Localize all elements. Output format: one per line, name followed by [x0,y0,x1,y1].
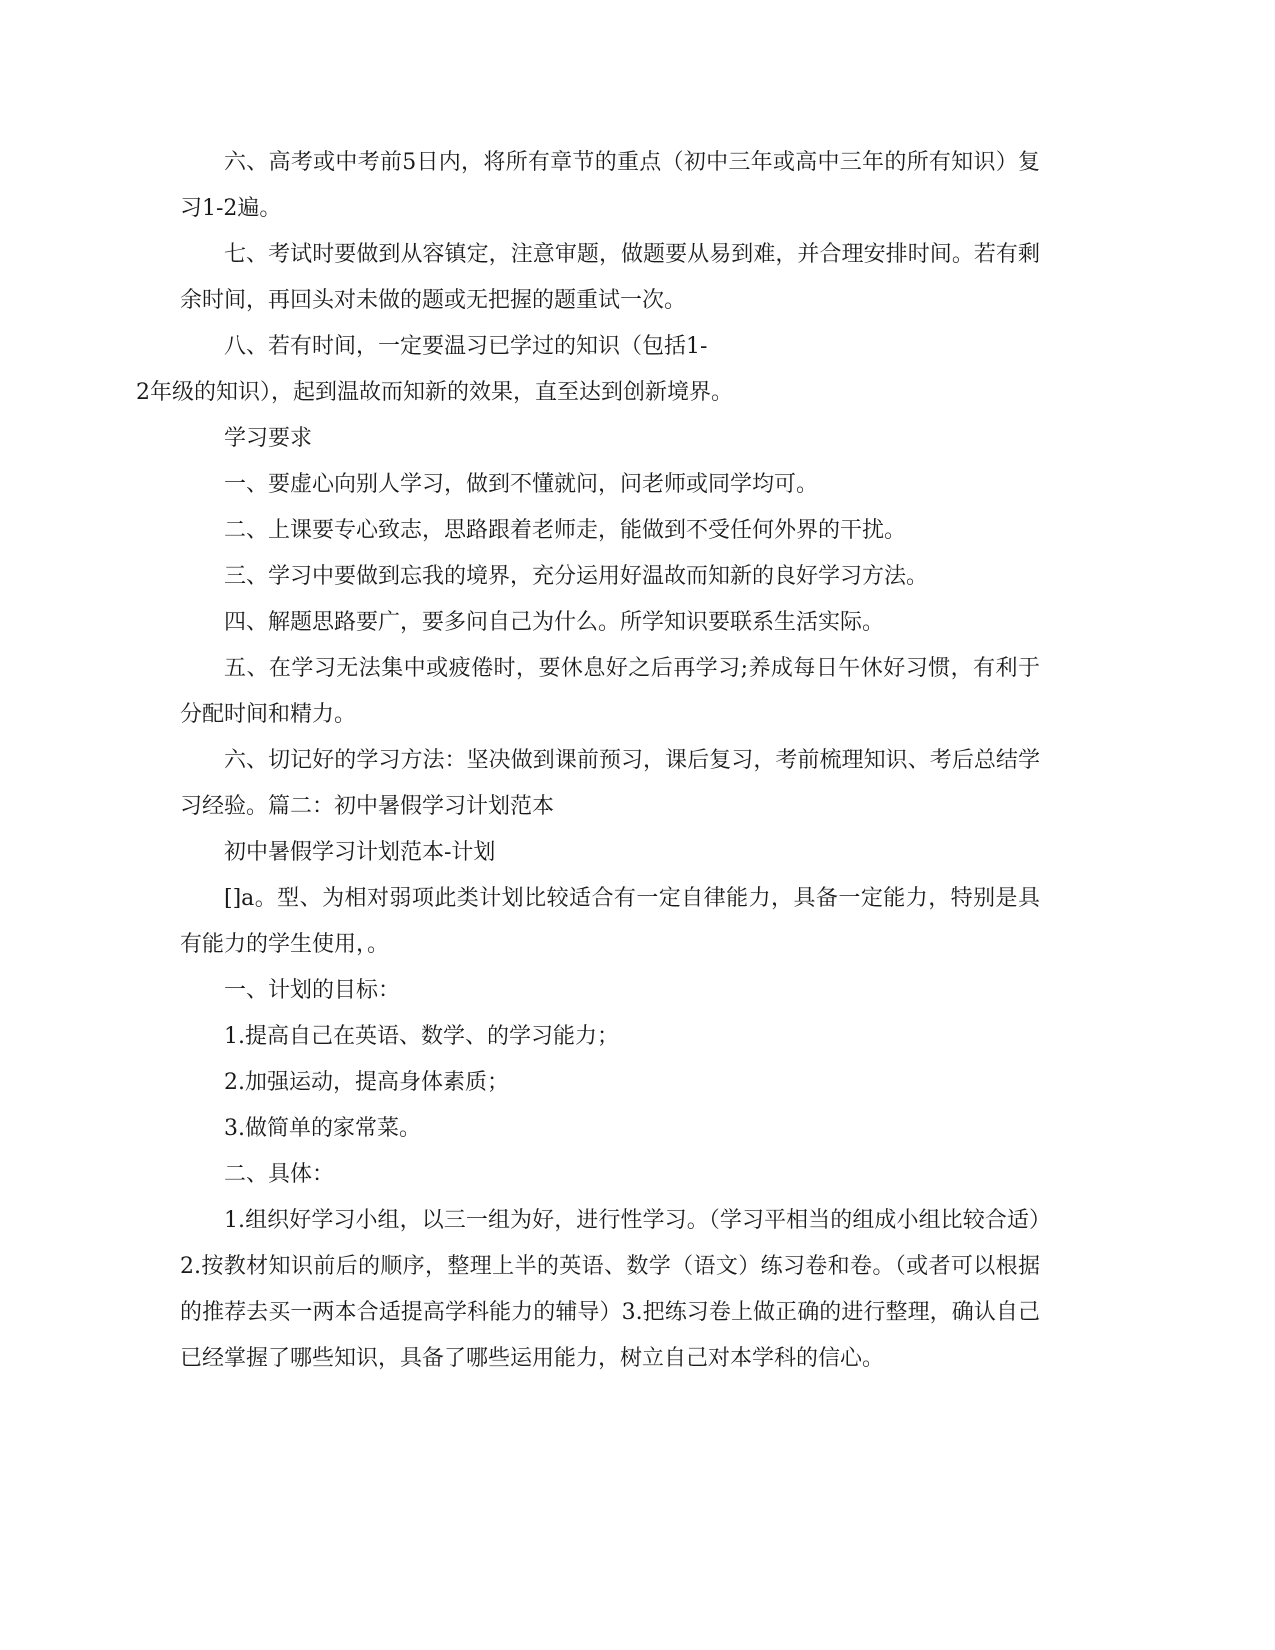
paragraph: 八、若有时间，一定要温习已学过的知识（包括1- 2年级的知识），起到温故而知新的效果，直至达到创新境界。 [136,334,733,405]
paragraph: 七、考试时要做到从容镇定，注意审题，做题要从易到难，并合理安排时间。若有剩余时间，再回头对未做的题或无把握的题重试一次。 [180,242,1040,313]
paragraph: 二、上课要专心致志，思路跟着老师走，能做到不受任何外界的干扰。 [224,518,907,543]
list-item: 2.加强运动，提高身体素质； [224,1070,509,1095]
section-heading: 学习要求 [224,426,313,451]
document-body [136,140,1040,1382]
section-heading: 初中暑假学习计划范本-计划 [224,840,496,865]
paragraph: 六、高考或中考前5日内，将所有章节的重点（初中三年或高中三年的所有知识）复习1-2遍。 [180,150,1040,221]
paragraph: 六、切记好的学习方法：坚决做到课前预习，课后复习，考前梳理知识、考后总结学习经验。篇二：初中暑假学习计划范本 [180,748,1040,819]
list-item: 1.提高自己在英语、数学、的学习能力； [224,1024,619,1049]
section-heading: 二、具体： [224,1162,335,1187]
paragraph: 三、学习中要做到忘我的境界，充分运用好温故而知新的良好学习方法。 [224,564,929,589]
paragraph: 1.组织好学习小组，以三一组为好，进行性学习。（学习平相当的组成小组比较合适）2.按教材知识前后的顺序，整理上半的英语、数学（语文）练习卷和卷。（或者可以根据的推荐去买一两本合适提高学科能力的辅导）3.把练习卷上做正确的进行整理，确认自己已经掌握了哪些知识，具备了哪些运用能力，树立自己对本学科的信心。 [180,1208,1040,1371]
paragraph: []a。型、为相对弱项此类计划比较适合有一定自律能力，具备一定能力，特别是具有能力的学生使用，。 [180,886,1040,957]
section-heading: 一、计划的目标： [224,978,401,1003]
list-item: 3.做简单的家常菜。 [224,1116,421,1141]
paragraph: 一、要虚心向别人学习，做到不懂就问，问老师或同学均可。 [224,472,819,497]
paragraph: 五、在学习无法集中或疲倦时，要休息好之后再学习;养成每日午休好习惯，有利于分配时间和精力。 [180,656,1040,727]
paragraph: 四、解题思路要广，要多问自己为什么。所学知识要联系生活实际。 [224,610,885,635]
